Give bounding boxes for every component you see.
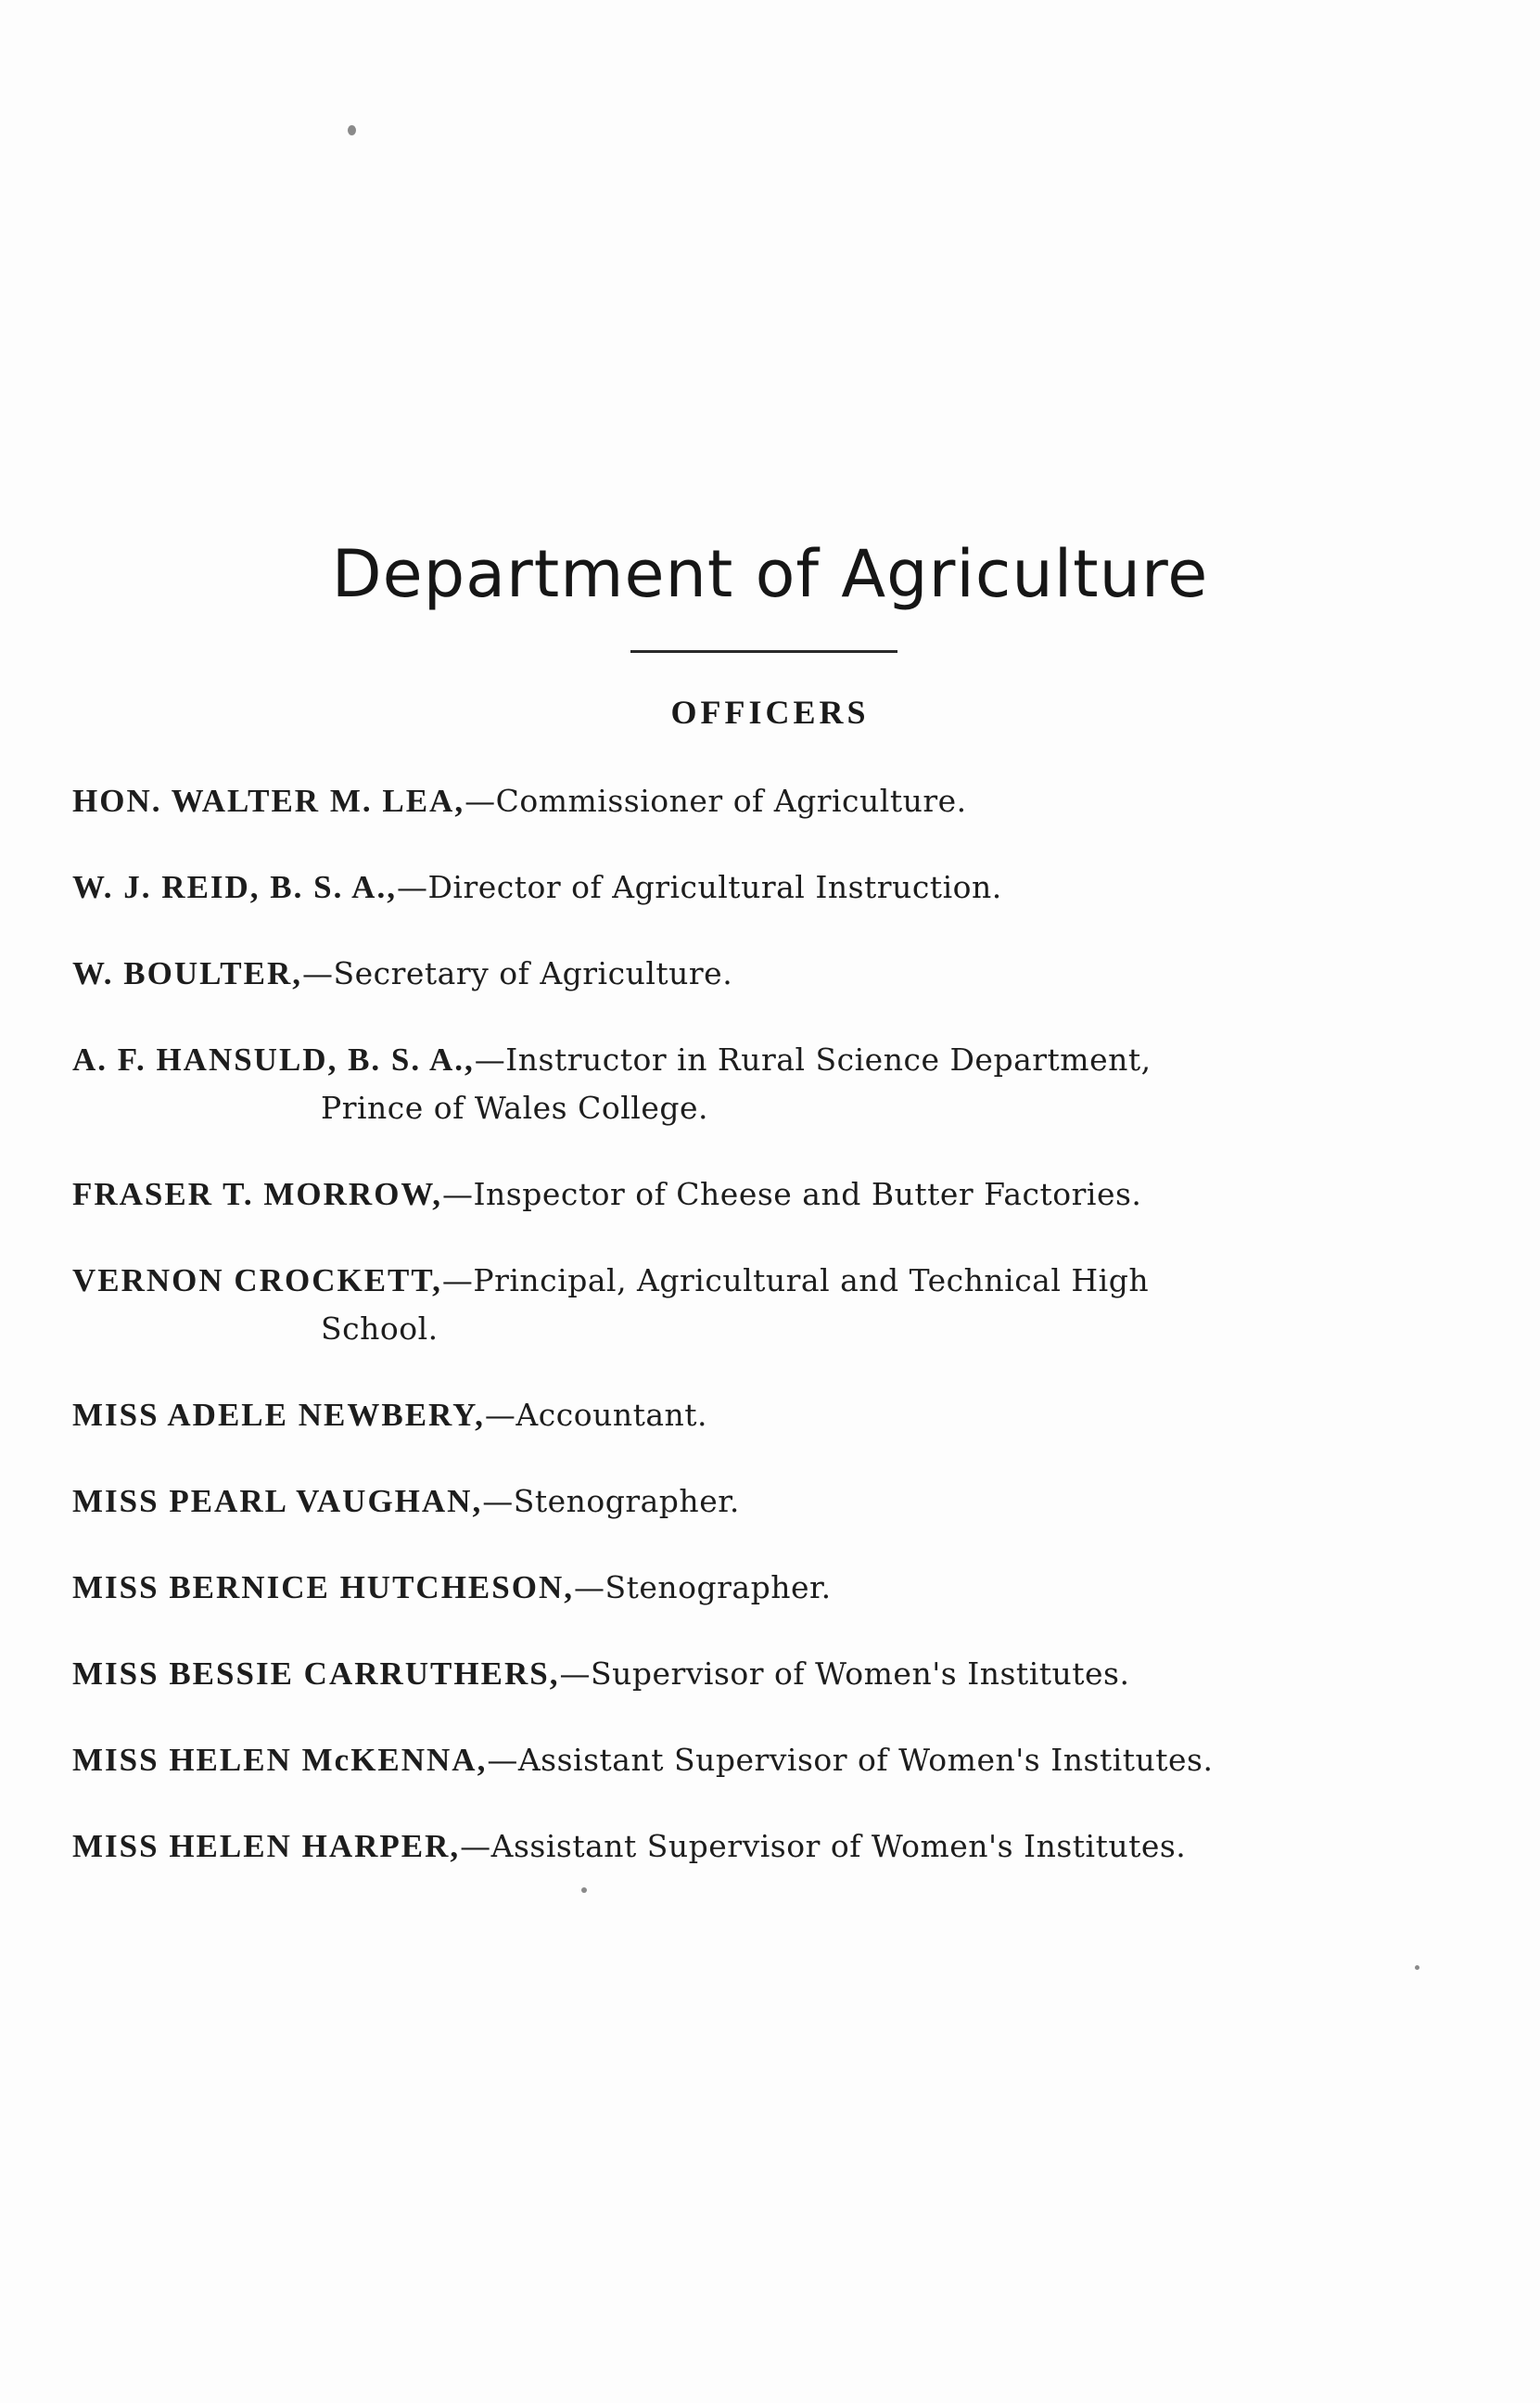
- officer-role-continuation: Prince of Wales College.: [321, 1090, 708, 1126]
- officer-entry: [72, 950, 1456, 998]
- officer-entry: [72, 1257, 1456, 1353]
- officer-name: FRASER T. MORROW,: [72, 1176, 442, 1212]
- page-title: Department of Agriculture: [331, 536, 1209, 612]
- officer-name: MISS BESSIE CARRUTHERS,: [72, 1655, 560, 1692]
- section-heading: OFFICERS: [670, 694, 870, 731]
- officer-name: MISS PEARL VAUGHAN,: [72, 1483, 483, 1519]
- officer-role: —Inspector of Cheese and Butter Factories.: [441, 1176, 1142, 1212]
- officer-role: —Assistant Supervisor of Women's Institutes.: [487, 1742, 1214, 1778]
- officer-entry: [72, 1736, 1456, 1784]
- officer-entry: [72, 863, 1456, 912]
- officer-role: —Supervisor of Women's Institutes.: [559, 1655, 1130, 1692]
- officer-role: —Assistant Supervisor of Women's Institutes.: [460, 1828, 1187, 1864]
- officer-name: A. F. HANSULD, B. S. A.,: [72, 1042, 475, 1078]
- officer-name: W. J. REID, B. S. A.,: [72, 869, 397, 905]
- officer-entry: [72, 777, 1456, 825]
- officer-entry: [72, 1391, 1456, 1439]
- officer-role: —Stenographer.: [573, 1569, 832, 1605]
- officer-name: MISS HELEN McKENNA,: [72, 1742, 488, 1778]
- officer-entry: [72, 1170, 1456, 1219]
- officer-name: MISS HELEN HARPER,: [72, 1828, 461, 1864]
- officer-name: MISS ADELE NEWBERY,: [72, 1397, 485, 1433]
- officer-entry: [72, 1822, 1456, 1871]
- officer-name: HON. WALTER M. LEA,: [72, 783, 465, 819]
- officer-role: —Secretary of Agriculture.: [301, 955, 733, 991]
- officer-name: W. BOULTER,: [72, 955, 302, 991]
- officer-entry: [72, 1477, 1456, 1526]
- officer-entry: [72, 1564, 1456, 1612]
- officer-name: MISS BERNICE HUTCHESON,: [72, 1569, 574, 1605]
- title-underline: [630, 650, 897, 653]
- officers-list: [72, 777, 1456, 1909]
- officer-role: —Instructor in Rural Science Department,: [474, 1042, 1152, 1078]
- officer-role: —Commissioner of Agriculture.: [465, 783, 967, 819]
- officer-entry: [72, 1036, 1456, 1132]
- print-speck: [1415, 1965, 1419, 1970]
- officer-name: VERNON CROCKETT,: [72, 1262, 442, 1298]
- officer-role-continuation: School.: [321, 1310, 439, 1347]
- officer-role: —Accountant.: [484, 1397, 708, 1433]
- print-speck: [348, 125, 356, 135]
- officer-entry: [72, 1650, 1456, 1698]
- officer-role: —Principal, Agricultural and Technical High: [441, 1262, 1150, 1298]
- officer-role: —Director of Agricultural Instruction.: [396, 869, 1002, 905]
- officer-role: —Stenographer.: [482, 1483, 740, 1519]
